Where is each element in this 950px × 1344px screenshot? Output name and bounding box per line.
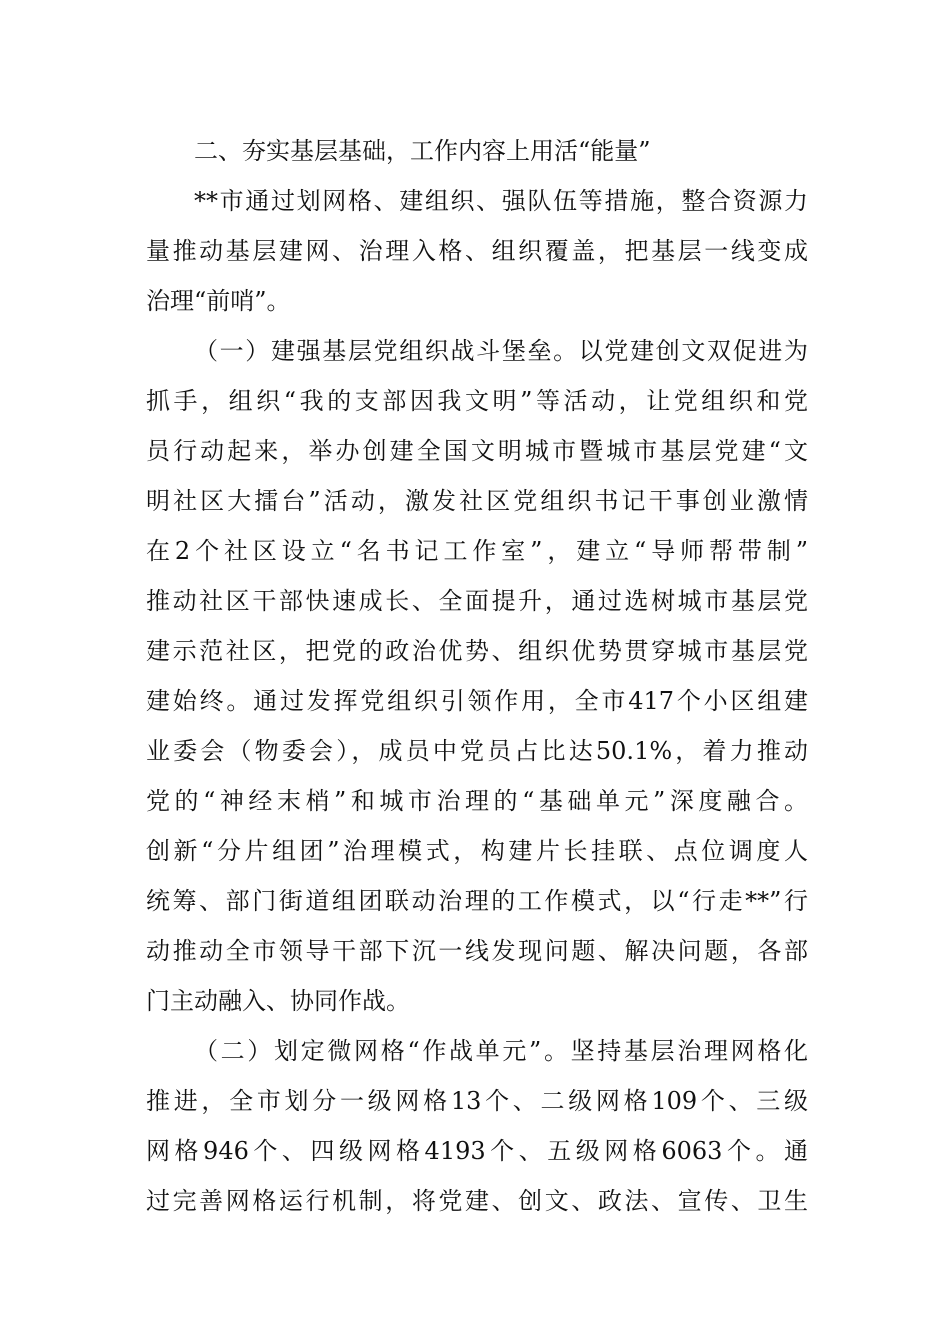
paragraph-2-line-12: 统筹、部门街道组团联动治理的工作模式，以“行走**”行 <box>146 887 808 915</box>
paragraph-2-line-3: 员行动起来，举办创建全国文明城市暨城市基层党建“文 <box>146 437 808 465</box>
paragraph-2-line-8: 建始终。通过发挥党组织引领作用，全市417个小区组建 <box>146 687 808 715</box>
paragraph-2-line-10: 党的“神经末梢”和城市治理的“基础单元”深度融合。 <box>146 787 808 815</box>
paragraph-2-line-14: 门主动融入、协同作战。 <box>146 987 410 1015</box>
paragraph-3-line-2: 推进，全市划分一级网格13个、二级网格109个、三级 <box>146 1087 808 1115</box>
paragraph-3-line-1: （二）划定微网格“作战单元”。坚持基层治理网格化 <box>194 1037 808 1065</box>
paragraph-2-line-6: 推动社区干部快速成长、全面提升，通过选树城市基层党 <box>146 587 808 615</box>
paragraph-2-line-5: 在2个社区设立“名书记工作室”，建立“导师帮带制” <box>146 537 808 565</box>
paragraph-1-line-3: 治理“前哨”。 <box>146 287 291 315</box>
paragraph-2-line-9: 业委会（物委会），成员中党员占比达50.1%，着力推动 <box>146 737 808 765</box>
section-heading: 二、夯实基层基础，工作内容上用活“能量” <box>194 137 651 165</box>
paragraph-2-line-11: 创新“分片组团”治理模式，构建片长挂联、点位调度人 <box>146 837 808 865</box>
paragraph-2-line-13: 动推动全市领导干部下沉一线发现问题、解决问题，各部 <box>146 937 808 965</box>
paragraph-2-line-1: （一）建强基层党组织战斗堡垒。以党建创文双促进为 <box>194 337 808 365</box>
paragraph-3-line-4: 过完善网格运行机制，将党建、创文、政法、宣传、卫生 <box>146 1187 808 1215</box>
paragraph-3-line-3: 网格946个、四级网格4193个、五级网格6063个。通 <box>146 1137 808 1165</box>
paragraph-1-line-1: **市通过划网格、建组织、强队伍等措施，整合资源力 <box>194 187 808 215</box>
paragraph-1-line-2: 量推动基层建网、治理入格、组织覆盖，把基层一线变成 <box>146 237 808 265</box>
paragraph-2-line-2: 抓手，组织“我的支部因我文明”等活动，让党组织和党 <box>146 387 808 415</box>
paragraph-2-line-4: 明社区大擂台”活动，激发社区党组织书记干事创业激情 <box>146 487 808 515</box>
paragraph-2-line-7: 建示范社区，把党的政治优势、组织优势贯穿城市基层党 <box>146 637 808 665</box>
